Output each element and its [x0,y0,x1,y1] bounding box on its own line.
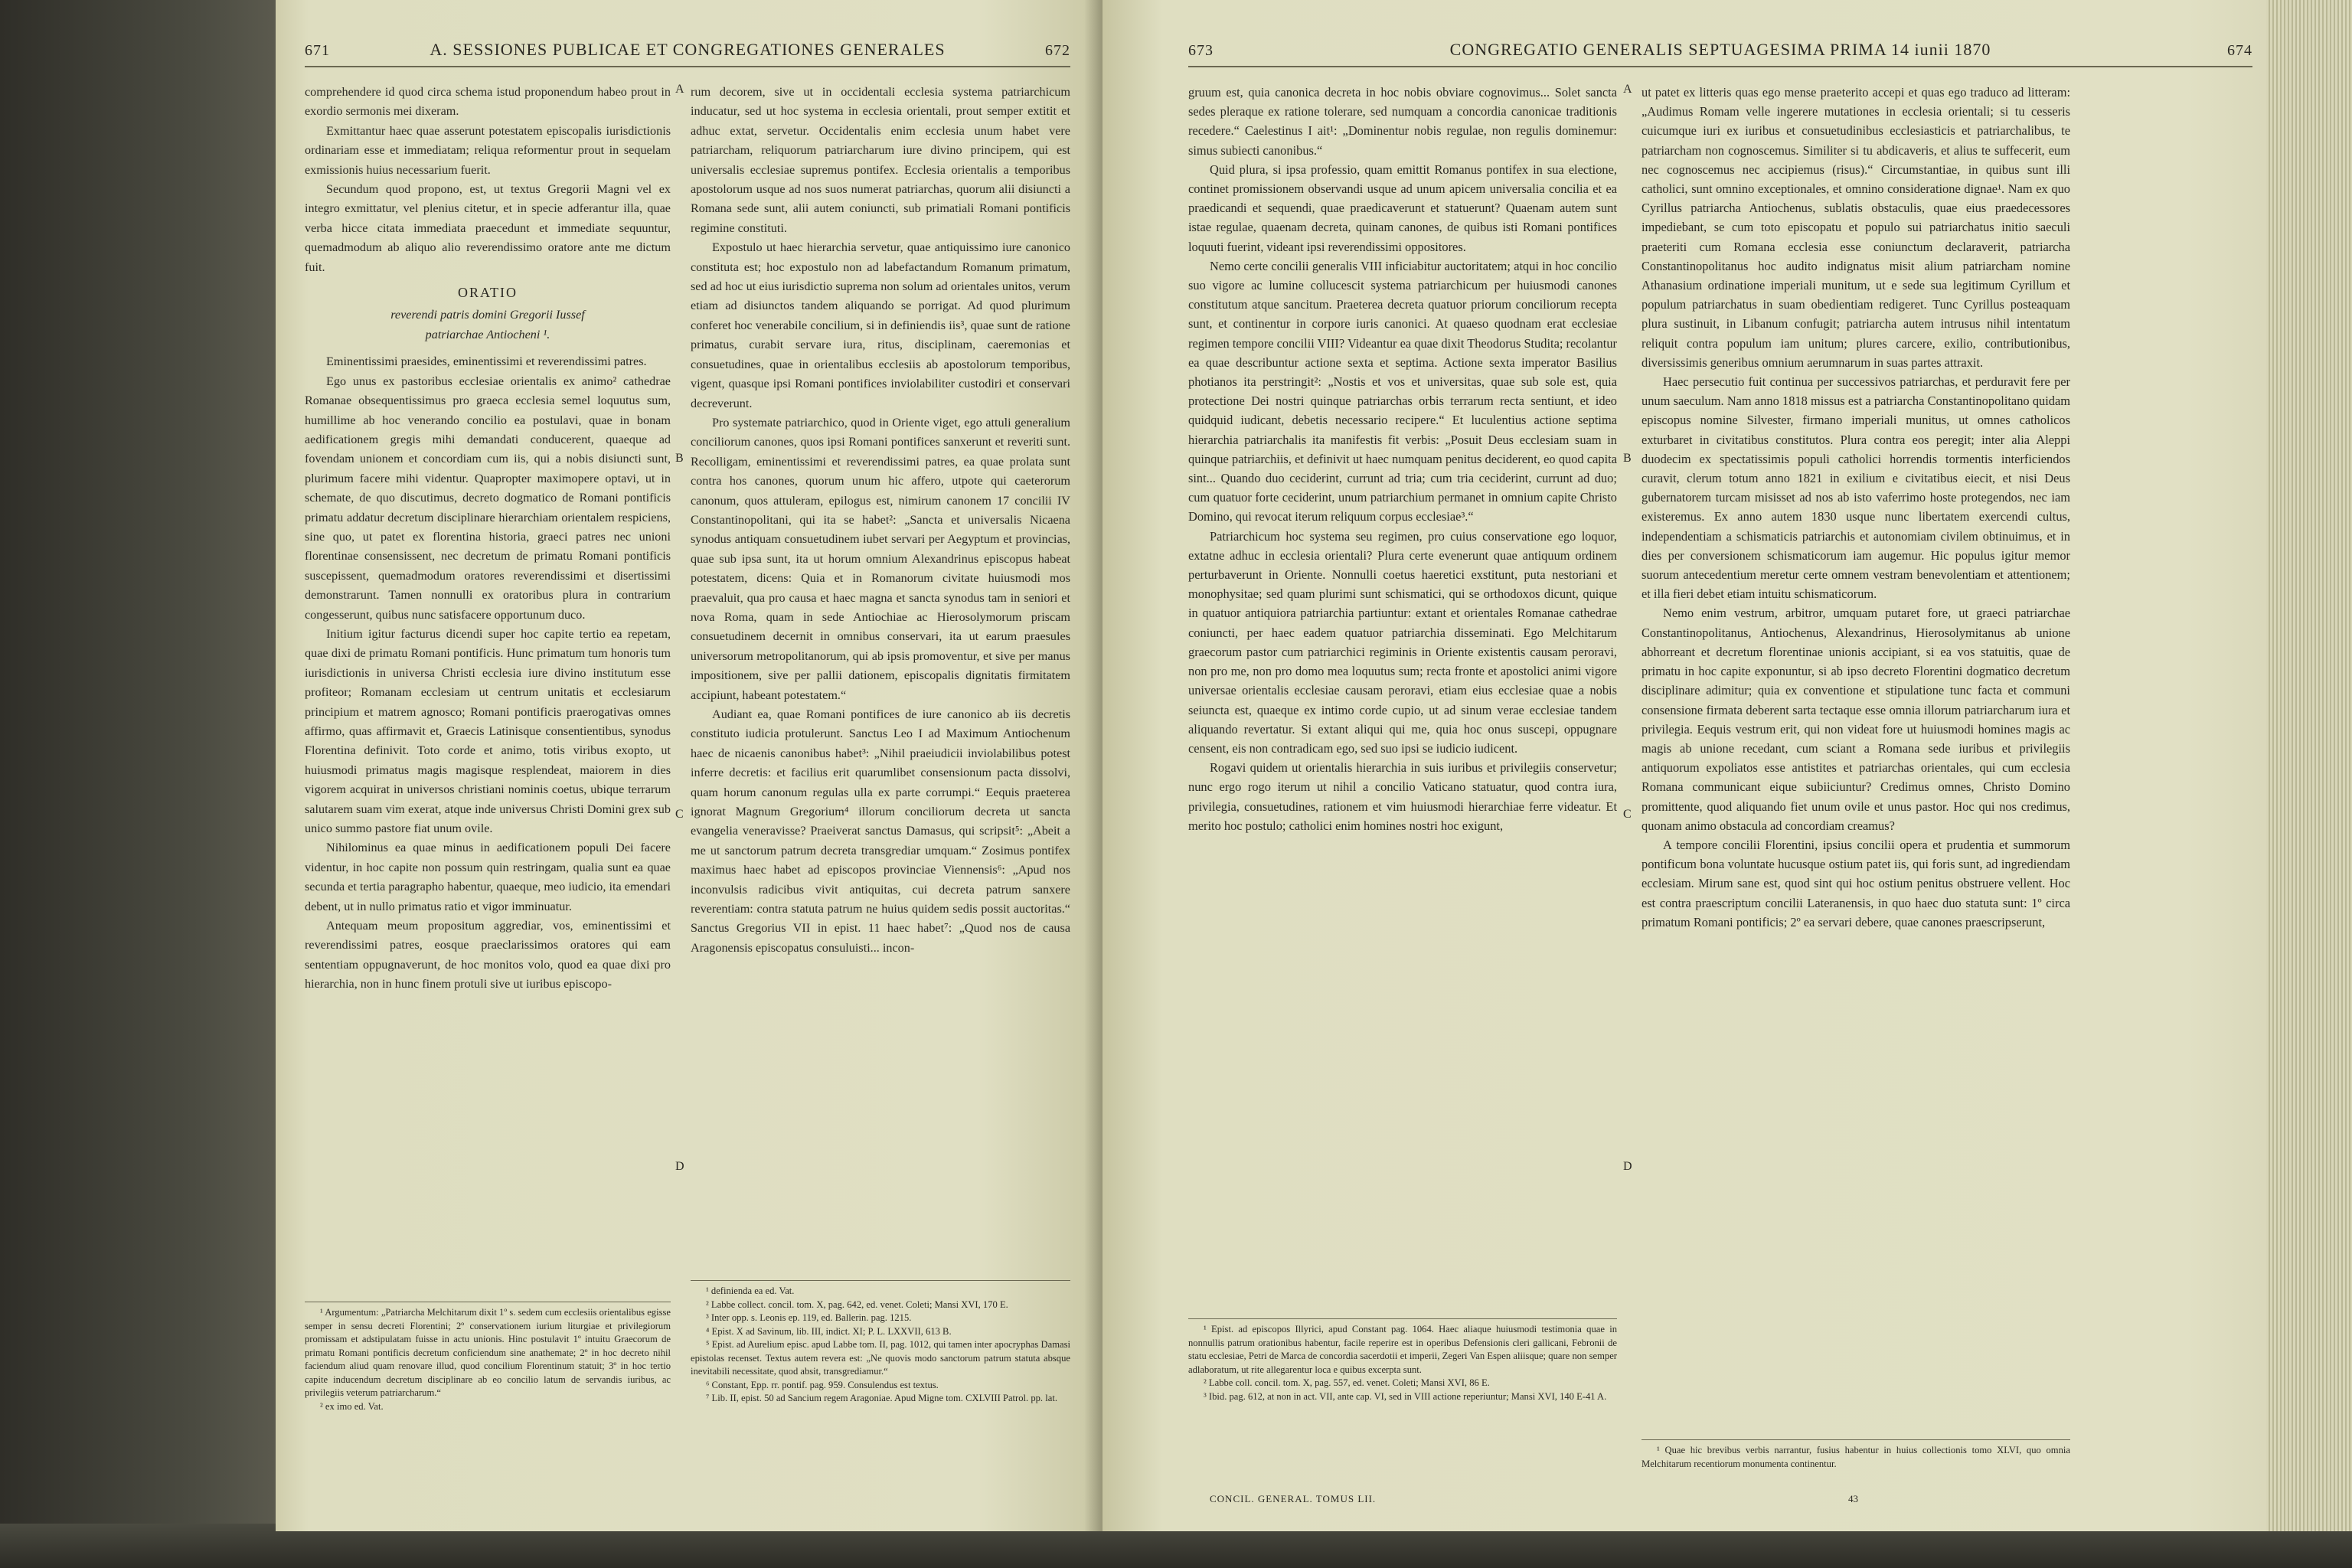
paragraph: Nihilominus ea quae minus in aedificationem populi Dei facere videntur, in hoc capite non possum quin restringam, qualia sunt ea quae secunda et tertia paragrapho habentur, quaeque, meo iudicio, ita emendari debent, ut in nullo primatus ratio et vigor imminuatur. [305,841,671,913]
page-edges [2266,0,2352,1531]
left-page [276,0,1102,1531]
background-left [0,0,276,1568]
oratio-subtitle-1: reverendi patris domini Gregorii Iussef [390,308,585,322]
paragraph: Secundum quod propono, est, ut textus Gregorii Magni vel ex integro exmittatur, vel plenius citetur, et in specie adferantur illa, quae verba hicce citata immediata praecedunt et immediate sequuntur, quemadmodum ab aliquo alio reverendissimo oratore ante me dictum fuit. [305,182,671,274]
paragraph: comprehendere id quod circa schema istud proponendum habeo prout in exordio sermonis mei dixeram. [305,85,671,119]
footnote-rule [1188,1318,1617,1319]
margin-marker-a: A [675,83,684,96]
page-number-671: 671 [305,42,330,59]
margin-marker-b: B [675,452,684,465]
signature-line: CONCIL. GENERAL. TOMUS LII. [1210,1493,1377,1504]
paragraph: Exmittantur haec quae asserunt potestatem episcopalis iurisdictionis ordinariam esse et immediatam; reliqua reformentur prout in sequelam exmissionis huius necessarium fuerit. [305,123,671,177]
paragraph: ut patet ex litteris quas ego mense praeterito accepi et quas ego traduco ad litteram: „Audimus Romam velle ingerere mutationes in ecclesia orientali; si tu cesseris cuicumque iuri ex iuribus et consuetudinibus ecclesiasticis et patriarchalibus, te patriarcham non cognoscemus. Similiter si tu abdicaveris, et alius te suffecerit, eum nec cognoscemus nec accipiemus (risus).“ Circumstantiae, in quibus sunt illi catholici, sunt omnino exceptionales, et omnino consideratione dignae¹. Nam ex quo Cyrillus patriarcha Antiochenus, sublatis obstaculis, quae eius praedecessores impediebant, se cum toto episcopatu et populo sui patriarchatus initio saeculi praeteriti cum Romana ecclesia esse coniunctum declaraverit, patriarcha Constantinopolitanus hoc audito indignatus misit alium patriarcham nomine Athanasium ordinatione imperiali munitum, ut e sede sua legitimum Cyrillum et populum patriarchatus in suam obedientiam redigeret. Tunc Cyrillus posteaquam plura sustinuit, in Libanum confugit; patriarcha autem intrusus nihil intentatum reliquit contra populum iam unitum; plures carcere, exilio, contributionibus, diversissimis generibus omnium aerumnarum in suas partes attraxit. [1642,85,2070,370]
footnote: ⁵ Epist. ad Aurelium episc. apud Labbe tom. II, pag. 1012, qui tamen inter apocryphas Damasi epistolas recenset. Textus autem revera est: „Ne quovis modo sanctorum patrum statuta absque inevitabili necessitate, quod absit, transgrediamur.“ [691,1339,1070,1377]
footnote: ⁶ Constant, Epp. rr. pontif. pag. 959. Consulendus est textus. [706,1379,939,1390]
footnote: ⁴ Epist. X ad Savinum, lib. III, indict. XI; P. L. LXXVII, 613 B. [706,1325,952,1337]
left-page-column-1 [305,83,671,995]
right-page-column-2 [1642,83,2070,932]
margin-marker-a: A [1623,83,1632,96]
margin-marker-b: B [1623,452,1632,465]
paragraph: Initium igitur facturus dicendi super hoc capite tertio ea repetam, quae dixi de primatu Romani pontificis. Hunc primatum tum honoris tum iurisdictionis in universa Christi ecclesia iure divino institutum esse profiteor; Romanam ecclesiam ut centrum unitatis et ecclesiarum principium et matrem agnosco; Romani pontificis praerogativas omnes affirmo, quas affirmavit et, Graecis Latinisque consentientibus, synodus Florentina definivit. Toto corde et animo, totis viribus exopto, ut huiusmodi primatus magis magisque resplendeat, maiorem in dies vigorem acquirat in universos christiani nominis coetus, ubique terrarum salutarem suam vim exerat, atque inde universus Christi Domini grex sub unico summo pastore fiat unum ovile. [305,626,671,836]
footnote: ¹ Argumentum: „Patriarcha Melchitarum dixit 1º s. sedem cum ecclesiis orientalibus egisse semper in sensu decreti Florentini; 2º conservationem iurium liturgiae et privilegiorum promissam et adstipulatam fuisse in actu unionis. Hinc postulavit 1º intuitu Graecorum de primatu Romani pontificis decretum conficiendum sine anathemate; 2º in hoc decreto nihil faciendum aliud quam renovare illud, quod concilium Florentinum statuit; 3º in hoc tertio capite inducendum decretum disciplinare ab eo concilio latum de servandis iuribus, ac privilegiis veterum patriarcharum.“ [305,1307,671,1398]
paragraph: Rogavi quidem ut orientalis hierarchia in suis iuribus et privilegiis conservetur; nunc ergo rogo iterum ut nihil a concilio Vaticano statuatur, quod contra iura, privilegia, consuetudines, rationem et vim huiusmodi hierarchiae ferre videatur. Et merito hoc postulo; catholici enim homines nostri hoc exigunt, [1188,760,1617,833]
page-number-673: 673 [1188,42,1214,59]
footnote: ³ Ibid. pag. 612, at non in act. VII, ante cap. VI, sed in VIII actione reperiuntur; Mansi XVI, 140 E-41 A. [1204,1390,1607,1402]
footnote-rule [1642,1439,2070,1440]
paragraph: Quid plura, si ipsa professio, quam emittit Romanus pontifex in sua electione, continet promissionem observandi usque ad unum apicem universalia concilia et ea praedicandi et sequendi, quae praedicaverunt et statuerunt? Quaenam autem sunt istae regulae, quaenam decreta, quinam canones, de quibus isti Romani pontifices loquuti fuerint, videant ipsi reverendissimi oppositores. [1188,162,1617,254]
right-page [1102,0,2306,1531]
footnotes-column-2 [1642,1444,2070,1471]
margin-marker-c: C [1623,808,1632,821]
margin-marker-c: C [675,808,684,821]
footnote: ¹ definienda ea ed. Vat. [706,1285,795,1296]
head-rule [305,66,1070,67]
paragraph: A tempore concilii Florentini, ipsius concilii opera et prudentia et summorum pontificum bona voluntate hucusque ostium patet iis, qui foris sunt, ad ingrediendam ecclesiam. Mirum sane est, quod sint qui hoc ostium penitus obstruere vellent. Hoc est contra praescriptum concilii Lateranensis, in quo haec duo statuta sunt: 1º circa primatum Romani pontificis; 2º ea servari debere, quae canones praescripserunt, [1642,837,2070,929]
paragraph: Pro systemate patriarchico, quod in Oriente viget, ego attuli generalium conciliorum canones, quos ipsi Romani pontifices sanxerunt et reveriti sunt. Recolligam, eminentissimi et reverendissimi patres, ea quae prolata sunt contra hos canones, quorum unum hic affero, utpote qui caeterorum canonum, quos attuleram, epilogus est, nimirum canonem 17 concilii IV Constantinopolitani, qui ita se habet²: „Sancta et universalis Nicaena synodus antiquam consuetudinem iubet servari per Aegyptum et provincias, quae sub ipsa sunt, ita ut horum omnium Alexandrinus episcopus habeat potestatem, dicens: Quia et in Romanorum civitate huiusmodi mos praevaluit, qua pro causa et haec magna et sancta synodus tam in seniori et nova Roma, quam in sede Antiochiae ac Hierosolymorum priscam consuetudinem decernit in omnibus conservari, ita ut earum praesules universorum metropolitanorum, qui ab ipsis promoventur, et sive per manus impositionem, sive per pallii dationem, episcopalis dignitatis firmitatem accipiunt, habeant potestatem.“ [691,415,1070,702]
left-page-column-2 [691,83,1070,958]
oratio-subtitle-2: patriarchae Antiocheni ¹. [425,327,550,341]
paragraph: Audiant ea, quae Romani pontifices de iure canonico ab iis decretis constituto iudicia protulerunt. Sanctus Leo I ad Maximum Antiochenum haec de nicaenis canonibus habet³: „Nihil praeiudicii inviolabilibus potest inferre decretis: et facilius erit quarumlibet consensionum pacta dissolvi, quam horum canonum regulas ulla ex parte corrumpi.“ Eequis praeterea ignorat Magnum Gregorium⁴ illorum conciliorum decreta ut sancta evangelia veneravisse? Praeiverat sanctus Damasus, qui scripsit⁵: „Abeit a me ut sanctorum patrum decreta transgrediar umquam.“ Zosimus pontifex maximus haec habet ad episcopos provinciae Viennensis⁶: „Apud nos inconvulsis radicibus vivit antiquitas, cui decreta patrum sanxere reverentiam: contra statuta patrum ne huius quidem sedis possit auctoritas.“ Sanctus Gregorius VII in epist. 11 haec habet⁷: „Quod nos de causa Aragonensis episcopatus consuluisti... incon- [691,707,1070,955]
footnote: ³ Inter opp. s. Leonis ep. 119, ed. Ballerin. pag. 1215. [706,1312,912,1323]
footnotes-column-2 [691,1285,1070,1406]
paragraph: Nemo certe concilii generalis VIII inficiabitur auctoritatem; atqui in hoc concilio suo vigore ac lumine collucescit systema patriarchicum per huiusmodi canones constitutum atque sancitum. Praeterea decreta quatuor priorum conciliorum recepta sunt, et continentur in corpore iuris canonici. At quaeso quodnam erat ecclesiae regimen tempore concilii VIII? Videantur ea quae dixit Theodorus Studita; recolantur ea quae describuntur actione sexta et septima. Actione sexta imperator Basilius photianos ita perstringit²: „Nostis et vos et universitas, quae sub sole est, quia protectione Dei nostri quinque patriarchas orbis terrarum recta sentiunt, et ideo quidquid iudicant, debetis necessario recipere.“ Et luculentius actione septima hierarchia patriarchalis ita manifestis fit verbis: „Posuit Deus ecclesiam suam in quinque patriarchiis, et definivit ut haec numquam penitus deciderent, eo quod capita sint... Quando duo ceciderint, currunt ad tria; cum tria ceciderint, currunt ad duo; cum quatuor forte ceciderint, unum patriarchium permanet in omnium capite Christo Domino, qui revocat iterum reliquum corpus ecclesiae³.“ [1188,258,1617,524]
page-number-674: 674 [2227,42,2252,59]
right-page-column-1 [1188,83,1617,835]
running-head-title: A. SESSIONES PUBLICAE ET CONGREGATIONES GENERALES [430,40,946,59]
paragraph: Ego unus ex pastoribus ecclesiae orientalis ex animo² cathedrae Romanae obsequentissimus pro graeca ecclesia semel loquutus sum, humillime ab hoc venerando concilio ea postulavi, quae in bonam aedificationem gregis mihi demandati conducerent, quaeque ad fovendam unionem et concordiam cum iis, qui a nobis disiuncti sunt, plurimum facere mihi videntur. Quapropter maximopere optavi, ut in schemate, de quo discutimus, decreto dogmatico de Romani pontificis primatu addatur decretum disciplinare hierarchiam orientalem respiciens, sine quo, ut patet ex florentina historia, graeci patres nec unioni florentinae consensissent, nec decretum de primatu Romani pontificis suscepissent, quemadmodum oratores reverendissimi et disertissimi demonstrarunt. Tamen nonnulli ex oratoribus plura in contrarium congesserunt, quibus nunc satisfacere opportunum duco. [305,374,671,622]
right-running-head [1188,40,2252,60]
footnotes-column-1 [1188,1323,1617,1403]
paragraph: Nemo enim vestrum, arbitror, umquam putaret fore, ut graeci patriarchae Constantinopolitanus, Antiochenus, Alexandrinus, Hierosolymitanus ab unione abhorreant et decretum florentinae unionis accipiant, si ea vos statuitis, quae de primatu in hoc capite exponuntur, si ab ipso decreto Florentini dogmatico decretum disciplinare adimitur; quia ex conventione et stipulatione tunc facta et communi consensione firmata deberent sarta tectaque esse omnia illorum patriarcharum iura et privilegia. Eequis vestrum erit, qui non videat fore ut huiusmodi homines magis ac magis ab unione recedant, cum sciant a Romana sede iuribus et privilegiis antiquorum expoliatos esse antistites et patriarchas orientales, qui cum ecclesia Romana communicant eique subiiciuntur? Credimus omnes, Christo Domino promittente, quod aliquando fiet unum ovile et unus pastor. Hoc qui nos credimus, quonam animo obstacula ad concordiam creamus? [1642,606,2070,833]
footnote: ¹ Epist. ad episcopos Illyrici, apud Constant pag. 1064. Haec aliaque huiusmodi testimonia quae in nonnullis patrum orationibus habentur, facile reperire est in operibus Defensionis cleri gallicani, Febronii de statu ecclesiae, Petri de Marca de concordia sacerdotii et imperii, Zegeri Van Espen aliisque; quare non semper adlaboratum, ut rite allegarentur loca e quibus excerpta sunt. [1188,1324,1617,1375]
signature-number: 43 [1848,1493,1858,1504]
footnote: ¹ Quae hic brevibus verbis narrantur, fusius habentur in huius collectionis tomo XLVI, quo omnia Melchitarum recentiorum monumenta continentur. [1642,1445,2070,1469]
footnote: ² Labbe coll. concil. tom. X, pag. 557, ed. venet. Coleti; Mansi XVI, 86 E. [1204,1377,1490,1388]
footnotes-column-1 [305,1306,671,1413]
paragraph: Eminentissimi praesides, eminentissimi et reverendissimi patres. [326,354,647,369]
paragraph: rum decorem, sive ut in occidentali ecclesia systema patriarchicum inducatur, sed ut hoc systema in ecclesia orientali, prout semper extitit et adhuc extat, servetur. Occidentalis enim ecclesia unum habet vere patriarcham, reliquorum patriarcharum iure divino principem, qui est universalis ecclesiae supremus pontifex. Ecclesia orientalis a temporibus apostolorum usque ad nos suos numerat patriarchas, quorum alii disiuncti a Romana sede sunt, alii autem coniuncti, sub primatiali Romani pontificis regimine constituti. [691,85,1070,235]
left-running-head [305,40,1070,60]
paragraph: Patriarchicum hoc systema seu regimen, pro cuius conservatione ego loquor, extatne adhuc in ecclesia orientali? Plura certe evenerunt quae antiquum ordinem perturbaverunt in Oriente. Nonnulli coetus haeretici exstitunt, puta nestoriani et monophysitae; sed quam plurimi sunt schismatici, qui se orthodoxos dicunt, quique in quatuor antiquiora patriarchia partiuntur: extant et orientales Romanae cathedrae coniuncti, per haec eadem quatuor patriarchia disseminati. Ego Melchitarum graecorum pastor cum patriarchici regiminis in Oriente existentis causam peroravi, non pro me, non pro domo mea loquutus sum; recta fronte et apostolici animi vigore universae orientalis ecclesiae causam peroravi, etiam eius ecclesiae quae a nobis seiuncta est, quaeque ex intimo corde cupio, ut ad sinum verae ecclesiae tandem aliquando revertatur. Si extant aliqui qui me, quia hoc onus suscepi, oppugnare censent, eis non contradicam ego, sed suo ipsi se iudicio iudicent. [1188,528,1617,756]
head-rule [1188,66,2252,67]
oratio-title: ORATIO [458,285,518,301]
margin-marker-d: D [1623,1160,1632,1173]
footnote: ² ex imo ed. Vat. [320,1400,384,1412]
footnote-rule [691,1280,1070,1281]
running-head-title: CONGREGATIO GENERALIS SEPTUAGESIMA PRIMA 14 iunii 1870 [1449,40,1991,59]
paragraph: Expostulo ut haec hierarchia servetur, quae antiquissimo iure canonico constituta est; hoc expostulo non ad labefactandum Romanum primatum, sed ad hoc ut eius iurisdictio suprema non solum ad orientales unitos, verum etiam ad disiunctos tandem aliquando se porrigat. Ad quod plurimum conferet hoc venerabile concilium, si in definiendis iis³, quae sunt de ratione primatus, curabit servare iura, ritus, disciplinam, caeremonias et consuetudines, quae in orientalibus ecclesiis ab apostolorum temporibus, vigent, quasque ipsi Romani pontifices inviolabiliter custodiri et conservari decreverunt. [691,240,1070,410]
paragraph: Haec persecutio fuit continua per successivos patriarchas, et perduravit fere per unum saeculum. Nam anno 1818 missus est a patriarcha Constantinopolitano quidam episcopus nomine Silvester, firmano imperiali munitus, ut omnes catholicos exturbaret in civitatibus constitutos. Plura contra eos peregit; inter alia Aleppi duodecim ex spectatissimis populi catholici horrendis tormentis interficiendos curavit, clerum totum anno 1821 in exilium e civitatibus eiecit, et nisi Deus gubernatorem turcam misisset ad nos ab isto vaferrimo hoste protegendos, nec iam existeremus. Ex anno autem 1830 usque nunc libertatem exercendi cultus, independentiam a schismaticis patriarchis et autonomiam civilem obtinuimus, et in dies per conversionem schismaticorum iam augemur. Hic populus igitur memor suorum antecedentium meretur certe omnem vestram benevolentiam et attentionem; et illa fieri debet etiam intuitu schismaticorum. [1642,374,2070,602]
paragraph: Antequam meum propositum aggrediar, vos, eminentissimi et reverendissimi patres, eosque praeclarissimos oratores qui eam sententiam oppugnaverunt, de hoc monitos volo, quod ea quae dixi pro hierarchia, non in hunc finem protuli sive ut iuribus episcopo- [305,919,671,991]
page-number-672: 672 [1045,42,1070,59]
paragraph: gruum est, quia canonica decreta in hoc nobis obviare cognovimus... Solet sancta sedes pleraque ex ratione tolerare, sed numquam a concordia canonicae traditionis recedere.“ Caelestinus I ait¹: „Dominentur nobis regulae, non regulis dominemur: simus subiecti canonibus.“ [1188,85,1617,158]
footnote: ² Labbe collect. concil. tom. X, pag. 642, ed. venet. Coleti; Mansi XVI, 170 E. [706,1298,1008,1310]
margin-marker-d: D [675,1160,684,1173]
footnote: ⁷ Lib. II, epist. 50 ad Sancium regem Aragoniae. Apud Migne tom. CXLVIII Patrol. pp. lat. [706,1393,1057,1403]
